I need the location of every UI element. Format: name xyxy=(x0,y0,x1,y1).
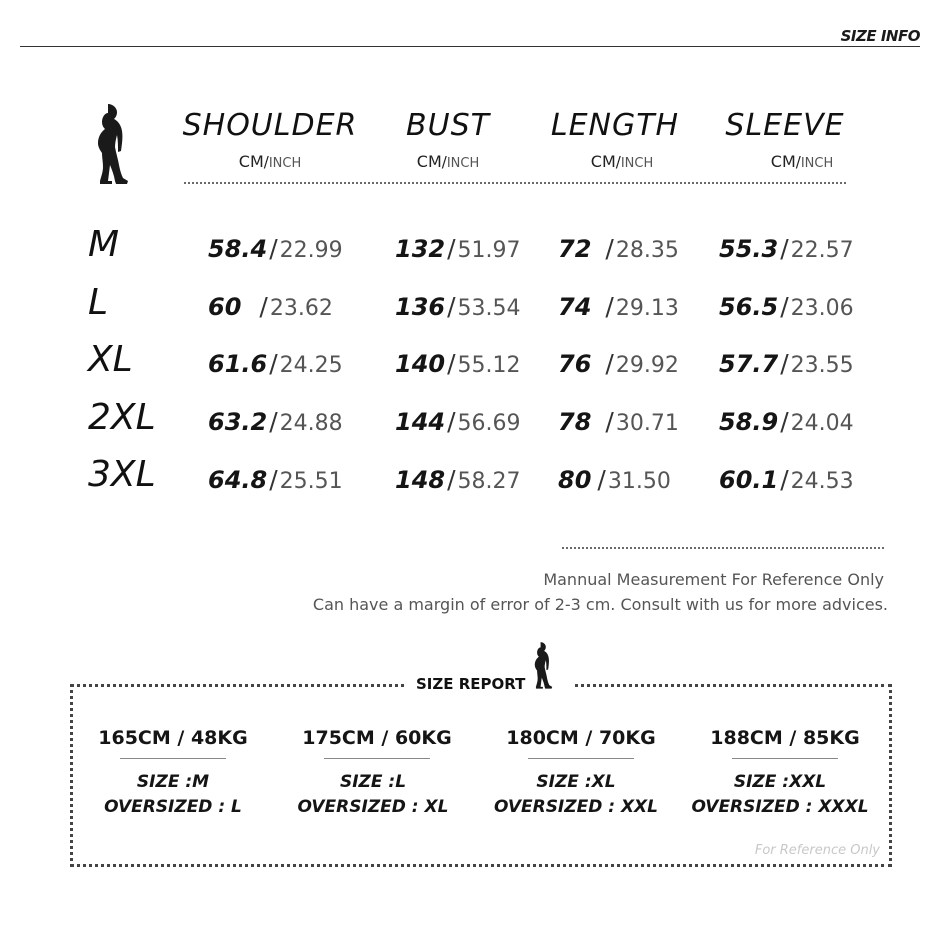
unit-separator: / xyxy=(795,153,801,171)
cell-cm: 55.3 xyxy=(719,235,779,263)
profile-size: SIZE :M xyxy=(136,772,210,792)
profile-height-weight: 188CM / 85KG xyxy=(710,727,860,749)
profile-divider xyxy=(732,758,838,759)
cell-cm: 64.8 xyxy=(208,466,268,494)
column-unit-length xyxy=(522,152,722,171)
cell-3xl-bust: 148/58.27 xyxy=(395,465,521,494)
size-report-title: SIZE REPORT xyxy=(416,675,526,693)
profile-divider xyxy=(528,758,634,759)
cell-cm: 72 xyxy=(558,235,592,263)
cell-m-sleeve: 55.3/22.57 xyxy=(719,234,854,263)
cell-xl-bust: 140/55.12 xyxy=(395,349,521,378)
cell-cm: 148 xyxy=(395,466,446,494)
cell-inch: 24.88 xyxy=(279,411,343,436)
cell-cm: 74 xyxy=(558,293,592,321)
unit-cm: CM xyxy=(770,152,796,171)
cell-l-bust: 136/53.54 xyxy=(395,292,521,321)
unit-separator: / xyxy=(263,153,269,171)
unit-inch: INCH xyxy=(446,156,480,171)
cell-inch: 25.51 xyxy=(279,469,343,494)
note-dotted-divider xyxy=(562,547,884,551)
unit-inch: INCH xyxy=(268,156,302,171)
cell-cm: 57.7 xyxy=(719,350,779,378)
cell-2xl-shoulder: 63.2/24.88 xyxy=(208,407,343,436)
column-unit-shoulder xyxy=(170,152,370,171)
cell-cm: 140 xyxy=(395,350,446,378)
cell-inch: 28.35 xyxy=(615,238,679,263)
cell-m-shoulder: 58.4/22.99 xyxy=(208,234,343,263)
cell-l-length: 74 /29.13 xyxy=(558,292,679,321)
header-dotted-divider xyxy=(184,182,846,186)
cell-inch: 29.92 xyxy=(615,353,679,378)
size-label-xl: XL xyxy=(88,339,133,380)
cell-cm: 136 xyxy=(395,293,446,321)
cell-inch: 23.55 xyxy=(790,353,854,378)
cell-inch: 30.71 xyxy=(615,411,679,436)
profile-height-weight: 180CM / 70KG xyxy=(506,727,656,749)
unit-cm: CM xyxy=(590,152,616,171)
header-divider xyxy=(20,46,920,47)
cell-m-bust: 132/51.97 xyxy=(395,234,521,263)
size-label-m: M xyxy=(88,224,120,265)
cell-inch: 24.04 xyxy=(790,411,854,436)
column-unit-sleeve xyxy=(702,152,902,171)
cell-inch: 56.69 xyxy=(457,411,521,436)
cell-cm: 144 xyxy=(395,408,446,436)
profile-divider xyxy=(324,758,430,759)
margin-of-error-note: Can have a margin of error of 2-3 cm. Consult with us for more advices. xyxy=(312,595,888,614)
cell-cm: 58.9 xyxy=(719,408,779,436)
cell-inch: 22.99 xyxy=(279,238,343,263)
cell-xl-shoulder: 61.6/24.25 xyxy=(208,349,343,378)
cell-3xl-shoulder: 64.8/25.51 xyxy=(208,465,343,494)
column-header-sleeve: SLEEVE xyxy=(725,108,845,143)
cell-inch: 24.53 xyxy=(790,469,854,494)
profile-oversized: OVERSIZED : XXXL xyxy=(691,797,869,817)
human-silhouette-icon xyxy=(526,641,554,691)
cell-cm: 80 xyxy=(558,466,592,494)
cell-3xl-sleeve: 60.1/24.53 xyxy=(719,465,854,494)
cell-3xl-length: 80 /31.50 xyxy=(558,465,671,494)
cell-inch: 55.12 xyxy=(457,353,521,378)
size-label-l: L xyxy=(88,282,109,323)
column-unit-bust xyxy=(348,152,548,171)
cell-inch: 23.62 xyxy=(269,296,333,321)
profile-height-weight: 165CM / 48KG xyxy=(98,727,248,749)
profile-oversized: OVERSIZED : XL xyxy=(297,797,449,817)
reference-only-note: For Reference Only xyxy=(754,843,880,858)
size-label-3xl: 3XL xyxy=(88,454,156,495)
cell-cm: 60.1 xyxy=(719,466,779,494)
cell-l-sleeve: 56.5/23.06 xyxy=(719,292,854,321)
human-silhouette-icon xyxy=(84,102,130,188)
column-header-length: LENGTH xyxy=(550,108,680,143)
cell-inch: 31.50 xyxy=(607,469,671,494)
profile-divider xyxy=(120,758,226,759)
profile-size: SIZE :XXL xyxy=(733,772,827,792)
cell-m-length: 72 /28.35 xyxy=(558,234,679,263)
cell-cm: 60 xyxy=(208,293,242,321)
cell-cm: 132 xyxy=(395,235,446,263)
profile-size: SIZE :XL xyxy=(536,772,616,792)
cell-inch: 22.57 xyxy=(790,238,854,263)
cell-cm: 78 xyxy=(558,408,592,436)
column-header-shoulder: SHOULDER xyxy=(182,108,358,143)
cell-2xl-length: 78 /30.71 xyxy=(558,407,679,436)
size-label-2xl: 2XL xyxy=(88,397,156,438)
unit-inch: INCH xyxy=(800,156,834,171)
unit-separator: / xyxy=(615,153,621,171)
cell-inch: 24.25 xyxy=(279,353,343,378)
measurement-note: Mannual Measurement For Reference Only xyxy=(543,570,884,589)
profile-oversized: OVERSIZED : L xyxy=(104,797,242,817)
cell-cm: 63.2 xyxy=(208,408,268,436)
cell-inch: 23.06 xyxy=(790,296,854,321)
unit-inch: INCH xyxy=(620,156,654,171)
unit-cm: CM xyxy=(238,152,264,171)
cell-inch: 51.97 xyxy=(457,238,521,263)
cell-l-shoulder: 60 /23.62 xyxy=(208,292,333,321)
profile-size: SIZE :L xyxy=(339,772,407,792)
header-title: SIZE INFO xyxy=(840,27,920,45)
cell-inch: 29.13 xyxy=(615,296,679,321)
column-header-bust: BUST xyxy=(406,108,490,143)
cell-cm: 58.4 xyxy=(208,235,268,263)
cell-xl-length: 76 /29.92 xyxy=(558,349,679,378)
cell-2xl-bust: 144/56.69 xyxy=(395,407,521,436)
unit-separator: / xyxy=(441,153,447,171)
cell-2xl-sleeve: 58.9/24.04 xyxy=(719,407,854,436)
profile-height-weight: 175CM / 60KG xyxy=(302,727,452,749)
cell-inch: 58.27 xyxy=(457,469,521,494)
unit-cm: CM xyxy=(416,152,442,171)
cell-xl-sleeve: 57.7/23.55 xyxy=(719,349,854,378)
cell-cm: 76 xyxy=(558,350,592,378)
profile-oversized: OVERSIZED : XXL xyxy=(493,797,658,817)
cell-cm: 61.6 xyxy=(208,350,268,378)
cell-inch: 53.54 xyxy=(457,296,521,321)
cell-cm: 56.5 xyxy=(719,293,779,321)
